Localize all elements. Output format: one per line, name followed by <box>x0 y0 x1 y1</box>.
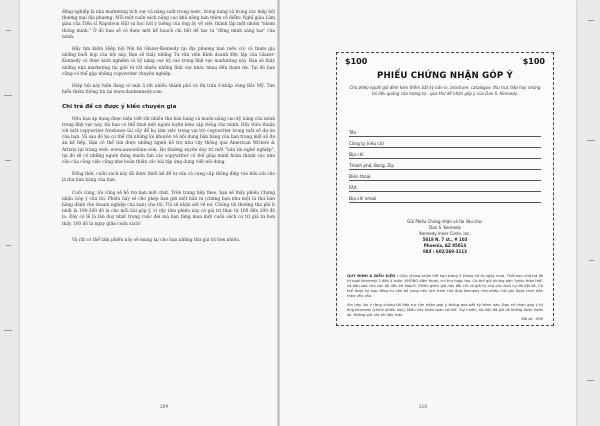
coupon-form <box>349 126 541 203</box>
book-gutter <box>277 0 280 426</box>
price-left: $100 <box>345 57 368 66</box>
field-label: Điện thoại <box>349 174 371 179</box>
field-label: FAX <box>349 185 357 190</box>
coupon-code: Mã số : 096 <box>521 317 543 321</box>
mailing-address <box>337 219 553 255</box>
paragraph: Và rất có thể tấm phiếu này sẽ mang lại cho bạn những thứ giá trị hơn nhiều. <box>72 237 241 243</box>
paragraph: Hãy tìm kiếm Hiệp hội Nội bộ Glazer-Kennedy tại địa phương bạn (nếu có) và tham gia những buổi họp của hội này. Bạn sẽ thấy những Tư vấn viên Kinh doanh Độc lập của Glazer-Kennedy có được kinh nghiệm và kỹ năng cực kỳ cao trong lĩnh vực marketing này. Bạn sẽ thấy những nhà marketing tài giỏi từ rất nhiều những lĩnh vực khác nhau đến tham dự. Tại đó bạn cũng có thể gặp những copywriter chuyên nghiệp. <box>62 47 275 77</box>
paragraph: Cuối cùng, tôi cũng sẽ hỗ trợ bạn một chút. Trên trang tiếp theo, bạn sẽ thấy phiếu Chứng nhận Góp ý của tôi. Phiếu này sẽ cho phép bạn gửi một bản in (chứng bạn như một lá thư bán hàng dành cho doanh nghiệp của bạn) cho tôi. Tôi sẽ nhận xét về nó. Chúng tôi thường thu phí ít nhất là 100-200 đô la cho mỗi bài góp ý, vì vậy tấm phiếu này có giá trị thực từ 100 đến 200 đô la. Đây có lẽ là lần duy nhất trong cuộc đời mà bạn từng mua một cuốn sách có trị giá từ hơn thấy 100 đô la ngay giữa cuốn sách! <box>62 190 275 227</box>
section-heading: Chi trả để có được ý kiến chuyên gia <box>62 104 177 111</box>
field-label: Tên <box>349 130 357 135</box>
edge-mark <box>587 140 595 141</box>
edge-mark <box>589 260 594 261</box>
form-field-company[interactable] <box>349 137 541 148</box>
terms-conditions <box>347 274 543 299</box>
coupon-note: Xin hãy lưu ý rằng chúng tôi tiếp tục tìm nhận góp ý thông qua bất kỳ kênh nào. Bạn sẽ nhận góp ý từ ông Kennedy (chính phiếu này). Điều này hoàn toàn có thể. Tuy nhiên, tài liệu đã gửi sẽ không được hoàn lại. Không gửi các tài liệu mật. <box>347 303 543 317</box>
page-number-right: 210 <box>419 404 427 409</box>
form-field-address[interactable] <box>349 148 541 159</box>
address-line: 5818 N. 7 st., # 103 <box>422 237 468 242</box>
address-line: Gửi Phiếu Chứng nhận và tài liệu cho: <box>407 219 483 224</box>
terms-text: Giấy chứng nhận hết hạn trong 2 tháng kể từ ngày mua. Thời hạn chờ trả lời từ ngài Kennedy 2 đến 4 tuần. KHÔNG điện thoại, chỉ thư hoặc fax. Có thể gửi những bản "phác thảo thô" và bản sao cho các tài liệu kế hoạch. Phiếu giảm giá này đổi chỉ có giá trị cho các dịch vụ đã liệt kê. Có thể được ký hợp đồng tư vấn bổ sung nếu lịch trình của ông Kennedy cho phép; hỏi ghi được trích dẫn theo yêu cầu. <box>347 274 543 298</box>
edge-mark <box>5 160 11 161</box>
edge-mark <box>4 95 12 96</box>
terms-heading: QUY ĐỊNH & ĐIỀU KIỆN : <box>347 274 399 278</box>
form-field-name[interactable] <box>349 126 541 137</box>
paragraph: Hiệp hội này hiện đang có mặt ở rất nhiều thành phố và thị trấn ở khắp vùng Bắc Mỹ. Tìm hiểu thêm thông tin tại www.dankennedy.com <box>62 84 275 96</box>
address-line: Phoenix, AZ 85014 <box>423 243 467 248</box>
edge-mark <box>4 330 12 331</box>
feedback-coupon <box>336 52 554 326</box>
address-line: Kennedy Inner Circle, Inc. <box>419 231 471 236</box>
form-field-phone[interactable] <box>349 170 541 181</box>
edge-mark <box>588 20 594 21</box>
paragraph: đồng nghiệp là nhà marketing tích cực và năng suất trong nước, trong bang và trong các hiệp hội thương mại địa phương. Mỗi một cuốn sách năng cao khả năng bán thêm cở điểm: Nghĩ giàu Làm giàu của Tiến sĩ Napoleon Hill và học hỏi ý tưởng của ông ấy về việc thành lập một nhóm "nhóm thông minh." Ở đó bạn sẽ có được một kế hoạch chi tiết để tạo ra "đồng minh sáng tạo" của mình. <box>62 10 275 40</box>
edge-mark <box>587 380 594 381</box>
edge-mark <box>6 245 11 246</box>
edge-mark <box>6 30 11 31</box>
address-line: Dan S. Kennedy <box>429 225 461 230</box>
paragraph: Nếu bạn áp dụng được hiệu viết rất nhiều thư bán hàng và muốn nâng cao kỹ năng của mình trong lĩnh vực này, thì bạn có thể thuê một người luyện kèm cặp riêng cho mình. Hãy thỏa thuận với một copywriter freelance tài cấy để họ làm việc trong vai trò copywriter trong một số dự án của bạn. Và sau đó họ có thể chỉ những lời khuyên về nội dung bản hàng của bạn trong một số dự án kế tiếp. Bạn có thể tìm được những người hỗ trợ như vậy thông qua American Writers & Artists tại trang web: www.awaionline.com. Họ thường xuyên duy trì một "bản tin nghề nghiệp", tại đó sẽ có những người đang muốn tìm các copywriter có thể giúp mình hoàn thành các nhu cầu của công việc cũng như hoàn thiện các bài tập ứng dụng viết nội dung. <box>62 116 275 166</box>
field-label: Địa chỉ email <box>349 196 377 201</box>
paragraph: Đồng thời, cuốn sách này đã được thiết kế để tư vấn và cung cấp thông điệp vào hữu ích cho là thư bán hàng của bạn. <box>62 172 275 184</box>
price-right: $100 <box>522 57 545 66</box>
address-line: FAX : 602/269-3113 <box>423 249 467 254</box>
form-field-email[interactable] <box>349 192 541 203</box>
coupon-title: PHIẾU CHỨNG NHẬN GÓP Ý <box>377 71 513 81</box>
field-label: Địa chỉ <box>349 152 364 157</box>
form-field-city-state-zip[interactable] <box>349 159 541 170</box>
left-page-text <box>62 10 275 250</box>
page-number-left: 209 <box>160 404 168 409</box>
field-label: Thành phố, Bang, Zip <box>349 163 395 168</box>
form-field-fax[interactable] <box>349 181 541 192</box>
field-label: Công ty (nếu có) <box>349 141 384 146</box>
coupon-subtitle: Cho phép người giữ đính kèm thêm bất kỳ bản in, brochure, catalogue, thư trực tiếp hay những tài liệu quảng cáo tương tự - qua thư để nhận góp ý của Dan S. Kennedy. <box>349 85 541 96</box>
